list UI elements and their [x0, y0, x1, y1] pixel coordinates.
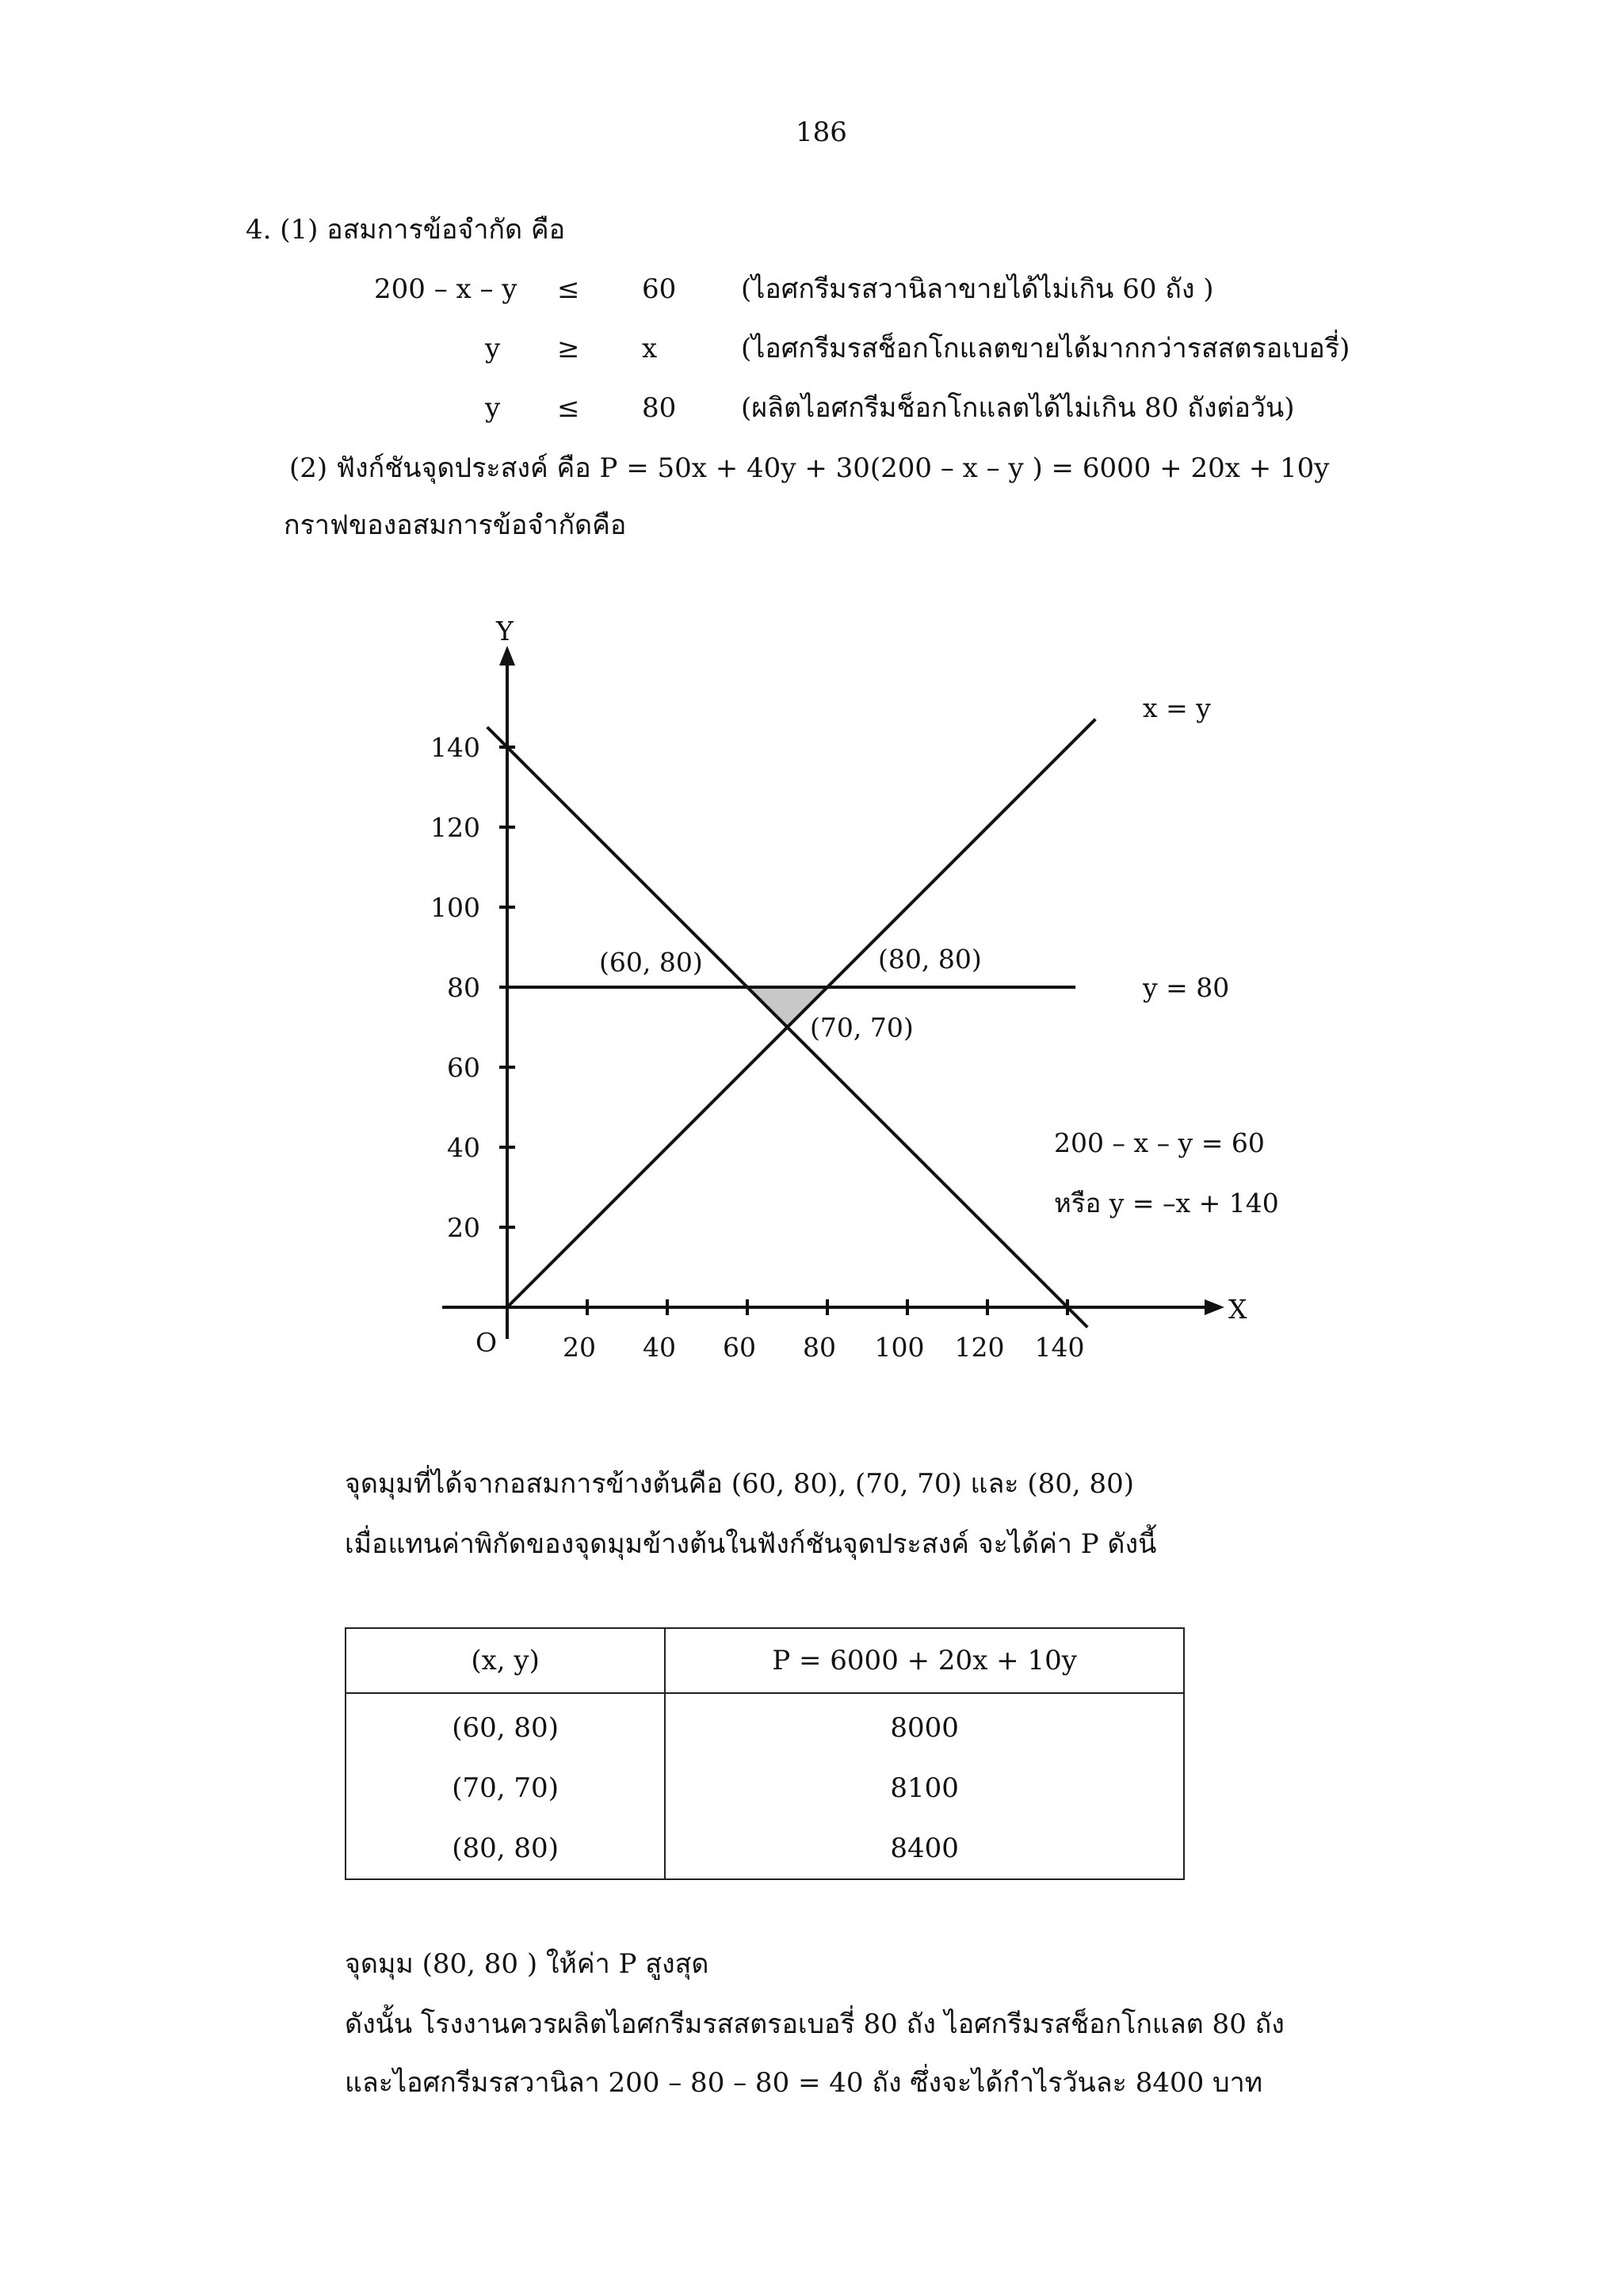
table-cell-p: 8100 [665, 1758, 1184, 1818]
constraint-1-lhs: 200 – x – y [374, 273, 517, 305]
x-tick-label: 40 [643, 1332, 676, 1363]
line-label-sum-constraint-alt: หรือ y = –x + 140 [1054, 1188, 1279, 1219]
line-x-equals-y [507, 719, 1095, 1307]
constraint-3-lhs: y [485, 392, 501, 424]
objective-function: (2) ฟังก์ชันจุดประสงค์ คือ P = 50x + 40y + 30(200 – x – y ) = 6000 + 20x + 10y [289, 452, 1330, 484]
x-axis-arrow [1205, 1299, 1224, 1315]
table-row [346, 1758, 1184, 1818]
table-header-row [346, 1628, 1184, 1693]
point-label-60-80: (60, 80) [599, 947, 703, 978]
constraint-3-note: (ผลิตไอศกรีมช็อกโกแลตได้ไม่เกิน 80 ถังต่อวัน) [741, 392, 1295, 424]
x-tick-label: 60 [723, 1332, 756, 1363]
y-tick-label: 120 [430, 812, 480, 843]
y-tick-label: 140 [430, 732, 480, 763]
y-tick-label: 60 [447, 1052, 480, 1083]
y-tick-label: 100 [430, 892, 480, 923]
table-cell-p: 8400 [665, 1818, 1184, 1879]
table-header-point: (x, y) [346, 1628, 665, 1693]
conclusion-line-3: และไอศกรีมรสวานิลา 200 – 80 – 80 = 40 ถัง ซึ่งจะได้กำไรวันละ 8400 บาท [345, 2067, 1263, 2099]
table-cell-point: (80, 80) [346, 1818, 665, 1879]
constraint-2-op: ≥ [557, 333, 580, 364]
constraint-1-rhs: 60 [642, 273, 677, 305]
table-cell-point: (70, 70) [346, 1758, 665, 1818]
point-label-80-80: (80, 80) [878, 944, 982, 974]
table-cell-point: (60, 80) [346, 1693, 665, 1758]
table-cell-p: 8000 [665, 1693, 1184, 1758]
y-axis-label: Y [496, 616, 514, 646]
constraint-2-note: (ไอศกรีมรสช็อกโกแลตขายได้มากกว่ารสสตรอเบอรี่) [741, 333, 1350, 364]
x-tick-label: 120 [954, 1332, 1005, 1363]
x-tick-label: 80 [803, 1332, 836, 1363]
y-tick-label: 80 [447, 972, 480, 1003]
conclusion-line-2: ดังนั้น โรงงานควรผลิตไอศกรีมรสสตรอเบอรี่ 80 ถัง ไอศกรีมรสช็อกโกแลต 80 ถัง [345, 2008, 1285, 2040]
x-tick-label: 140 [1034, 1332, 1085, 1363]
line-label-y-equals-80: y = 80 [1143, 972, 1230, 1003]
y-tick-label: 20 [447, 1212, 480, 1243]
part1-header: 4. (1) อสมการข้อจำกัด คือ [246, 214, 566, 246]
graph-intro: กราฟของอสมการข้อจำกัดคือ [284, 509, 627, 541]
point-label-70-70: (70, 70) [810, 1012, 914, 1043]
substitution-text: เมื่อแทนค่าพิกัดของจุดมุมข้างต้นในฟังก์ชันจุดประสงค์ จะได้ค่า P ดังนี้ [345, 1528, 1157, 1560]
constraint-2-lhs: y [485, 333, 501, 364]
constraint-3-op: ≤ [557, 392, 580, 424]
conclusion-line-1: จุดมุม (80, 80 ) ให้ค่า P สูงสุด [345, 1948, 709, 1980]
constraint-3-rhs: 80 [642, 392, 677, 424]
line-label-x-equals-y: x = y [1143, 692, 1211, 723]
x-tick-label: 20 [563, 1332, 596, 1363]
constraint-1-op: ≤ [557, 273, 580, 305]
page-number: 186 [796, 116, 847, 148]
constraint-2-rhs: x [642, 333, 658, 364]
x-tick-label: 100 [874, 1332, 925, 1363]
table-row [346, 1818, 1184, 1879]
table-row [346, 1693, 1184, 1758]
table-header-p: P = 6000 + 20x + 10y [665, 1628, 1184, 1693]
origin-label: O [475, 1327, 498, 1358]
line-label-sum-constraint: 200 – x – y = 60 [1054, 1127, 1265, 1158]
y-tick-label: 40 [447, 1132, 480, 1163]
corner-points-text: จุดมุมที่ได้จากอสมการข้างต้นคือ (60, 80), (70, 70) และ (80, 80) [345, 1468, 1135, 1500]
y-axis-arrow [499, 646, 515, 666]
results-table [345, 1627, 1185, 1880]
x-axis-label: X [1228, 1294, 1247, 1325]
constraint-1-note: (ไอศกรีมรสวานิลาขายได้ไม่เกิน 60 ถัง ) [741, 273, 1214, 305]
